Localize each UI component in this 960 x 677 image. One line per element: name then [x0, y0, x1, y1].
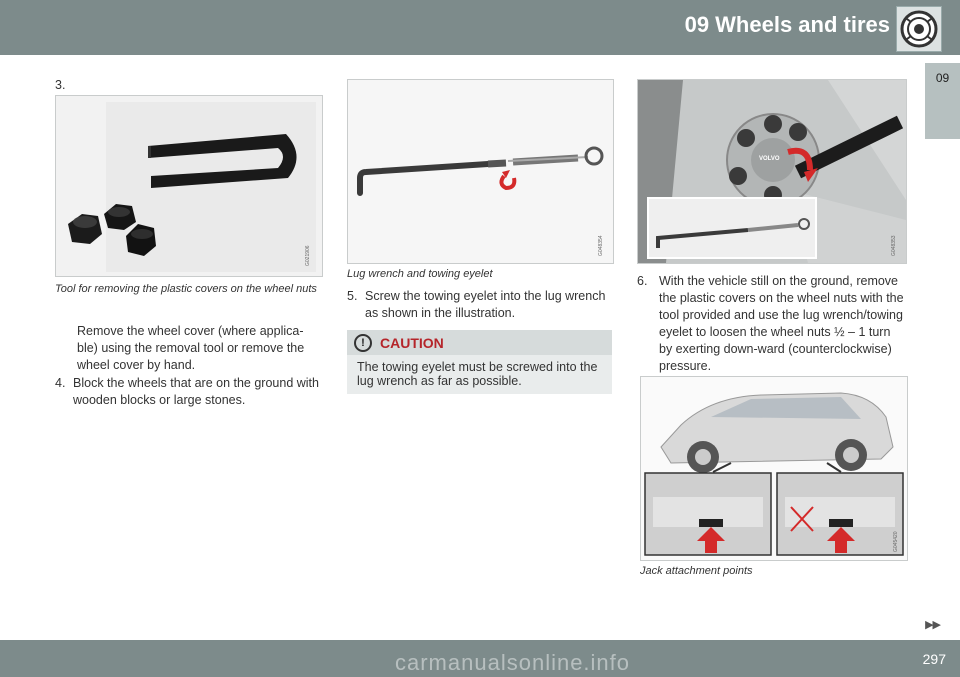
- warning-icon: !: [354, 334, 372, 352]
- figure-caption: Tool for removing the plastic covers on the wheel nuts: [55, 283, 317, 295]
- figure-jack-attachment-points: [640, 376, 908, 561]
- figure-caption: Jack attachment points: [640, 565, 753, 577]
- figure-code: G048354: [598, 235, 604, 256]
- step-5: [347, 288, 612, 322]
- step-6-text: With the vehicle still on the ground, remove the plastic covers on the wheel nuts with the tool provided and use the lug wrench/towing eyelet to loosen the wheel nuts ½ – 1 turn by exerting down-ward (counterclockwise) pressure.: [659, 274, 904, 373]
- step-4-number: 4.: [55, 376, 66, 390]
- paragraph-remove-wheel-cover: Remove the wheel cover (where applica-ble) using the removal tool or remove the wheel cover by hand.: [77, 324, 305, 372]
- figure-code: G045420: [893, 531, 899, 552]
- chapter-title: 09 Wheels and tires: [684, 12, 890, 37]
- step-3-number: 3.: [55, 78, 66, 92]
- caution-header: [347, 330, 612, 355]
- step-4-text: Block the wheels that are on the ground with wooden blocks or large stones.: [73, 376, 319, 407]
- caution-title: CAUTION: [380, 335, 444, 351]
- step-6: [637, 273, 905, 375]
- figure-code: G021906: [305, 245, 311, 266]
- figure-cover-removal-tool: [55, 95, 323, 277]
- chapter-side-tab-label: 09: [935, 71, 950, 85]
- caution-text: The towing eyelet must be screwed into the lug wrench as far as possible.: [357, 360, 598, 388]
- figure-lug-wrench-eyelet: [347, 79, 614, 264]
- step-5-number: 5.: [347, 289, 358, 303]
- figure-code: G048353: [891, 235, 897, 256]
- step-6-number: 6.: [637, 274, 648, 288]
- volvo-badge: VOLVO: [759, 156, 780, 162]
- figure-loosen-wheel-nuts: [637, 79, 907, 264]
- page-number: 297: [922, 651, 946, 667]
- figure-caption: Lug wrench and towing eyelet: [347, 268, 493, 280]
- step-4: [55, 375, 322, 409]
- watermark: carmanualsonline.info: [395, 650, 631, 675]
- page-header: [0, 0, 960, 55]
- caution-box: [347, 330, 612, 394]
- chapter-side-tab[interactable]: [925, 63, 960, 139]
- step-5-text: Screw the towing eyelet into the lug wrench as shown in the illustration.: [365, 289, 606, 320]
- next-page-arrows-icon[interactable]: ▶▶: [925, 619, 940, 631]
- tire-icon: [896, 6, 942, 52]
